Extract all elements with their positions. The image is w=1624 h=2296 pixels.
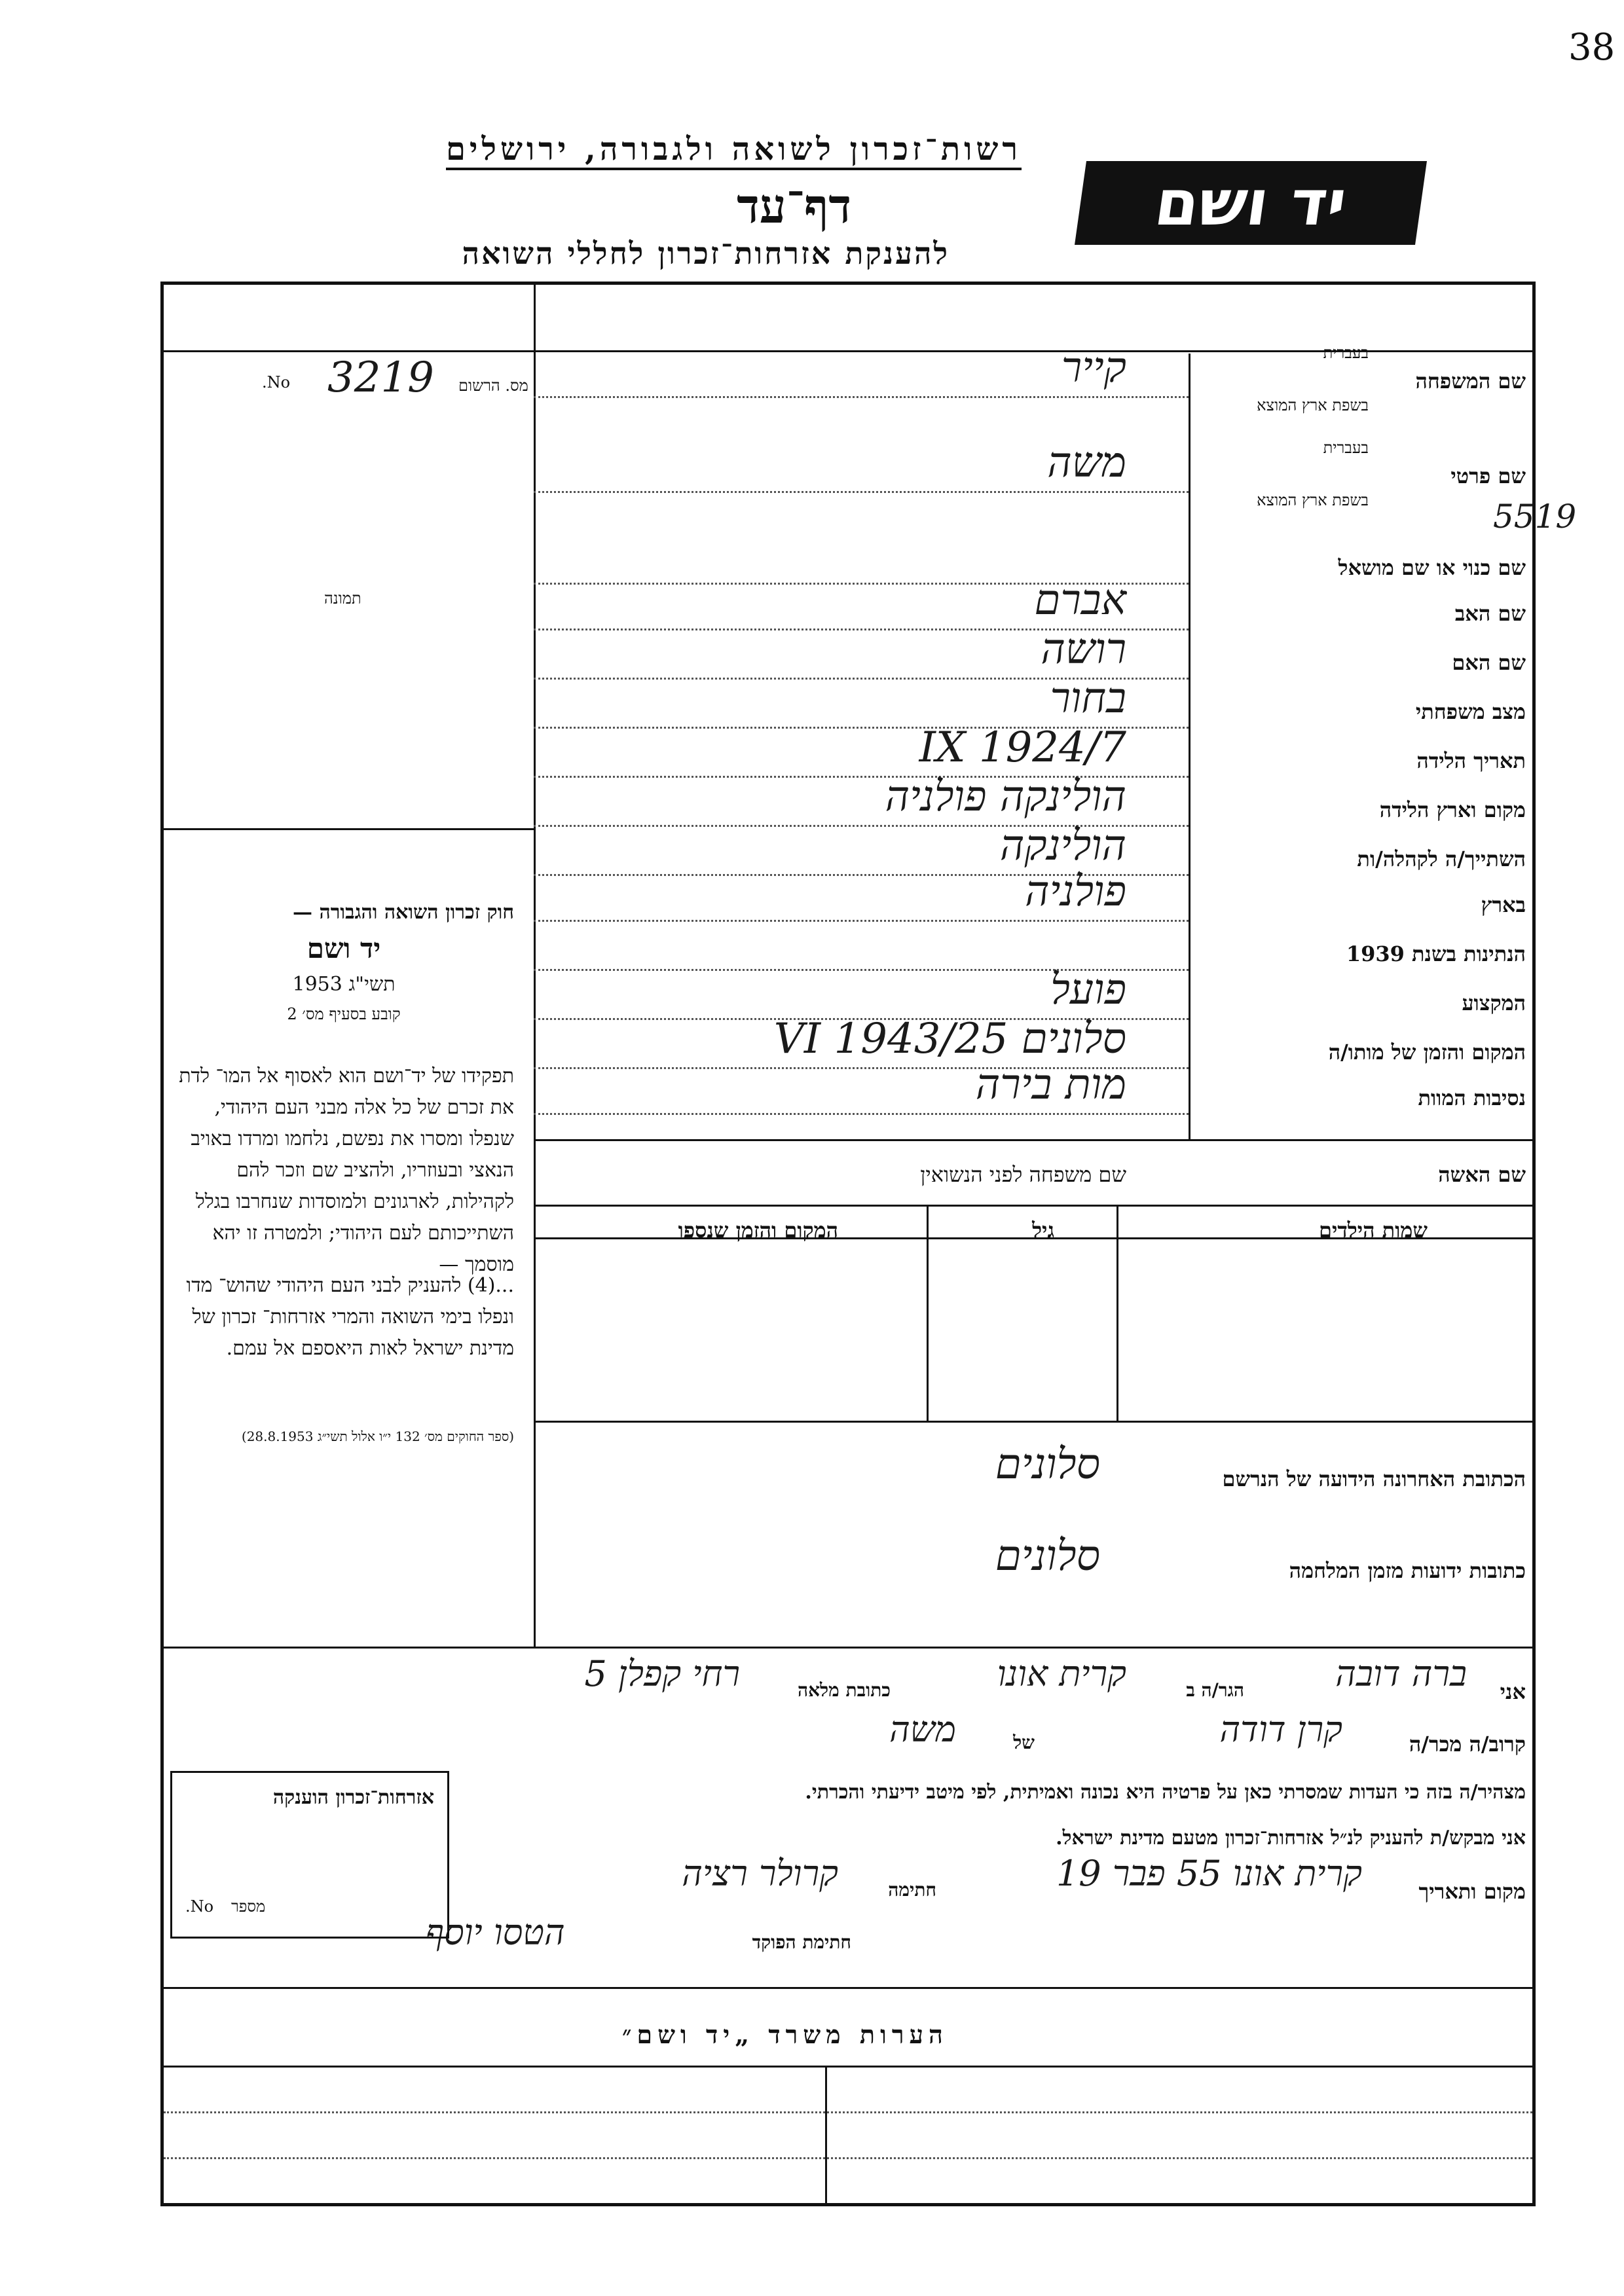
field-value: משה — [1047, 439, 1126, 487]
field-label: נסיבות המוות — [1418, 1085, 1526, 1110]
registry-no-label: No. — [262, 373, 291, 392]
field-value: פועל — [1050, 966, 1126, 1014]
law-clause: ...(4) להעניק לבני העם היהודי שהוש־ מדו ונפלו בימי השואה והמרי אזרחות־ זכרון של מדינת ישראל לאות היאספם אל עמם. — [186, 1274, 514, 1360]
remarks-title: הערות משרד „יד ושם״ — [622, 2020, 948, 2049]
field-value: קייר — [1061, 344, 1126, 392]
field-value: בחור — [1050, 674, 1126, 723]
photo-label: תמונה — [324, 589, 361, 608]
declaration-text: מצהיר/ה בזה כי העדות שמסרתי כאן על פרטיה היא נכונה ואמיתית, לפי מיטב ידיעתי והכרתי. — [805, 1781, 1526, 1804]
field-label: תאריך הלידה — [1416, 748, 1526, 773]
field-sub-origin: בשפת ארץ המוצא — [1257, 396, 1369, 414]
field-underline — [534, 491, 1189, 493]
request-text: אני מבקש/ת להעניק לנ״ל אזרחות־זכרון מטעם מדינת ישראל. — [1056, 1827, 1526, 1850]
registry-number: 3219 — [327, 354, 434, 402]
field-value: 7/IX 1924 — [919, 723, 1126, 772]
field-label: מצב משפחתי — [1415, 699, 1526, 724]
law-source: (ספר החוקים מס׳ 132 י״ו אלול תשי״ג 28.8.1953) — [241, 1429, 514, 1444]
field-label: המקצוע — [1462, 991, 1526, 1015]
law-section: קובע בסעיף מס׳ 2 — [287, 1005, 401, 1023]
relative-label: קרוב/ה מכר/ה — [1409, 1732, 1526, 1757]
declarant-name: ברה דובה — [1335, 1653, 1467, 1694]
field-label: שם פרטי — [1450, 464, 1526, 488]
field-value: הולינקה — [999, 822, 1126, 870]
children-header-age: גיל — [1032, 1218, 1054, 1243]
field-label: מקום וארץ הלידה — [1379, 797, 1526, 822]
last-address-value: סלונים — [995, 1440, 1100, 1489]
field-underline — [534, 920, 1189, 922]
living-value: קרית אונו — [997, 1653, 1126, 1694]
war-address-value: סלונים — [995, 1532, 1100, 1580]
field-underline — [534, 396, 1189, 398]
relation-value: קרן דודה — [1219, 1709, 1342, 1750]
citizenship-title: אזרחות־זכרון הוענקה — [272, 1786, 434, 1809]
registry-label: מס. הרשום — [458, 376, 528, 395]
field-value: פולניה — [1025, 867, 1126, 916]
children-header-place: המקום והזמן שנספו — [678, 1218, 838, 1243]
field-sub-origin: בשפת ארץ המוצא — [1257, 491, 1369, 509]
page-number: 38 — [1568, 26, 1615, 69]
citizenship-no-label: No. — [185, 1897, 214, 1916]
law-name: יד ושם — [306, 932, 381, 964]
of-value: משה — [889, 1709, 956, 1750]
wife-label: שם האשה — [1438, 1162, 1526, 1187]
field-sub-hebrew: בעברית — [1323, 439, 1369, 457]
law-heading: חוק זכרון השואה והגבורה — — [293, 901, 514, 924]
citizenship-box — [170, 1771, 449, 1939]
page-title: דף־עד — [737, 178, 851, 234]
children-header-names: שמות הילדים — [1319, 1218, 1428, 1243]
field-value: סלונים 25/VI 1943 — [773, 1015, 1126, 1063]
field-sub-hebrew: בעברית — [1323, 344, 1369, 362]
field-value: רושה — [1041, 625, 1126, 674]
field-value: אברם — [1034, 576, 1126, 625]
header-authority: רשות־זכרון לשואה ולגבורה, ירושלים — [446, 131, 1022, 170]
declarant-ani-label: אני — [1500, 1679, 1526, 1704]
field-value: מות בירה — [975, 1061, 1126, 1109]
living-label: הגר/ה ב — [1186, 1679, 1244, 1701]
officer-value: הטסו יוסף — [426, 1912, 565, 1953]
field-underline — [534, 1113, 1189, 1115]
field-label: שם האם — [1452, 650, 1526, 675]
officer-label: חתימת הפוקד — [752, 1931, 851, 1953]
maiden-label: שם משפחה לפני הנשואין — [920, 1162, 1126, 1187]
field-label: המקום והזמן של מותו/ה — [1328, 1040, 1526, 1065]
place-date-value: קרית אונו 55 פבר 19 — [1056, 1853, 1362, 1894]
signature-label: חתימה — [888, 1879, 936, 1901]
war-address-label: כתובות ידועות מזמן המלחמה — [1289, 1558, 1526, 1583]
signature-value: קרולר רציה — [682, 1853, 838, 1894]
field-label: השתייך/ה לקהלה/ות — [1357, 847, 1526, 871]
field-label: הנתינות בשנת 1939 — [1346, 941, 1526, 966]
last-address-label: הכתובת האחרונה הידועה של הנרשם — [1222, 1467, 1526, 1491]
address-value: רחי קפלן 5 — [584, 1653, 740, 1694]
law-body: תפקידו של יד־ושם הוא לאסוף אל המו־ לדת את זכרם של כל אלה מבני העם היהודי, שנפלו ומסרו את נפשם, נלחמו ומרדו באויב הנאצי ובעוזריו, ולהציב שם וזכר להם לקהילות, לארגונים ולמוסדות שנחרבו בגלל השתייכותם לעם היהודי; ולמטרה זו יהא מוסמך — — [179, 1065, 514, 1276]
margin-note: 5519 — [1493, 498, 1577, 536]
field-value: הולינקה פולניה — [885, 773, 1126, 821]
of-label: של — [1013, 1732, 1035, 1753]
citizenship-number-label: מספר — [231, 1897, 266, 1916]
law-year: תשי"ג 1953 — [292, 973, 396, 996]
field-label: שם האב — [1454, 601, 1526, 626]
field-label: שם המשפחה — [1415, 369, 1526, 393]
address-label: כתובת מלאה — [797, 1679, 891, 1701]
yad-vashem-logo: יד ושם — [1075, 161, 1427, 245]
field-label: בארץ — [1481, 892, 1526, 917]
place-date-label: מקום ותאריך — [1418, 1879, 1526, 1904]
field-label: שם כנוי או שם מושאל — [1338, 555, 1526, 580]
header-subtitle: להענקת אזרחות־זכרון לחללי השואה — [462, 236, 950, 271]
